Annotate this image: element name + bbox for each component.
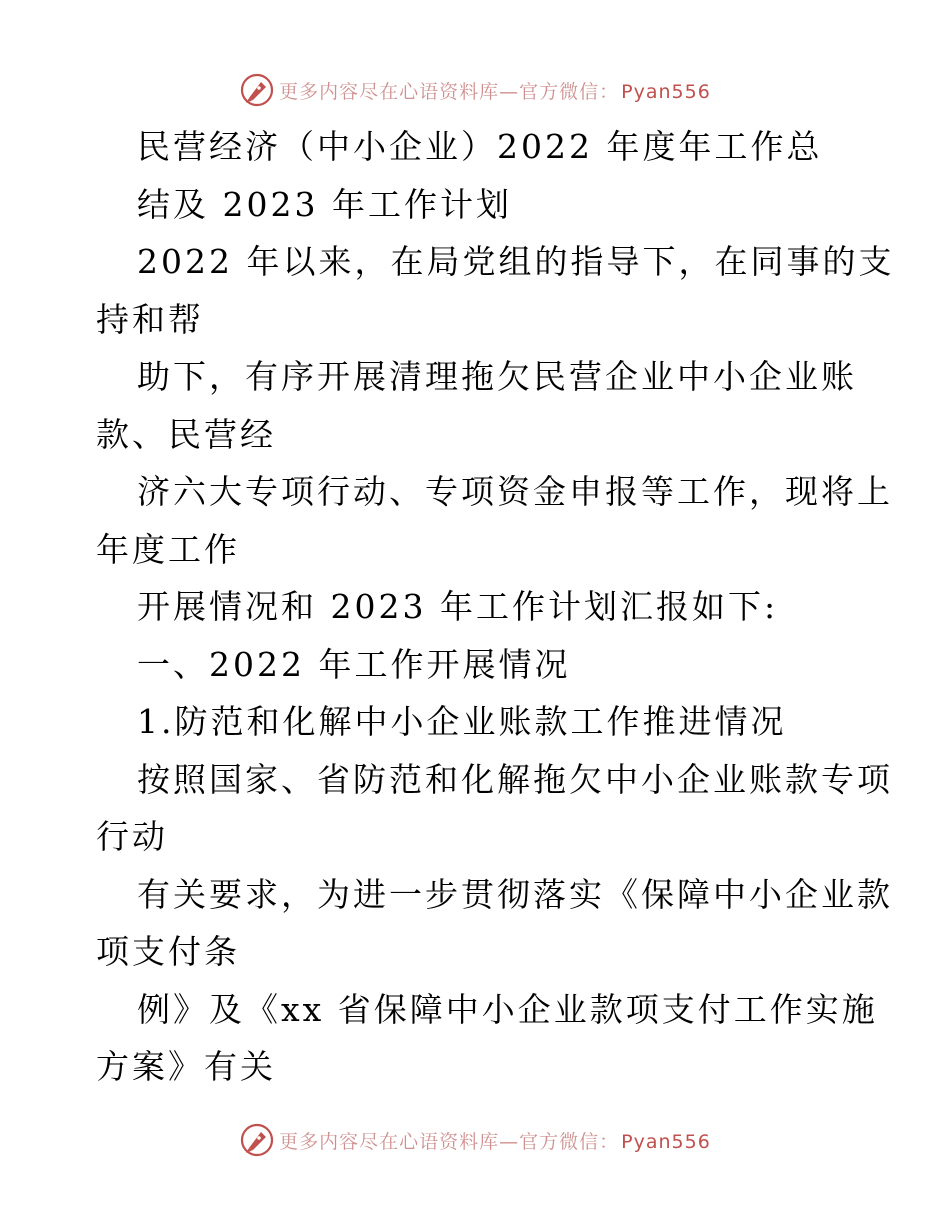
paragraph-line: 项支付条 — [96, 932, 240, 971]
pen-nib-logo-icon — [239, 72, 275, 108]
paragraph-line: 开展情况和 2023 年工作计划汇报如下: — [137, 587, 779, 626]
paragraph-line: 年度工作 — [96, 529, 240, 569]
watermark-text: 更多内容尽在心语资料库—官方微信： — [279, 1130, 620, 1153]
document-body — [96, 118, 895, 1096]
paragraph-line: 方案》有关 — [96, 1047, 276, 1086]
paragraph-line: 持和帮 — [96, 299, 204, 339]
subsection-heading: 1.防范和化解中小企业账款工作推进情况 — [137, 702, 787, 741]
header-watermark — [0, 70, 950, 110]
paragraph-line: 行动 — [96, 817, 168, 856]
paragraph-line: 助下，有序开展清理拖欠民营企业中小企业账 — [137, 357, 857, 396]
paragraph-line: 款、民营经 — [96, 414, 276, 454]
footer-watermark — [0, 1120, 950, 1160]
paragraph-line: 2022 年以来，在局党组的指导下，在同事的支 — [137, 242, 895, 281]
paragraph-line: 按照国家、省防范和化解拖欠中小企业账款专项 — [137, 759, 893, 799]
watermark-account: Pyan556 — [621, 1130, 711, 1153]
paragraph-line: 有关要求，为进一步贯彻落实《保障中小企业款 — [137, 874, 893, 914]
watermark-text: 更多内容尽在心语资料库—官方微信： — [279, 80, 620, 103]
paragraph-line: 济六大专项行动、专项资金申报等工作，现将上 — [137, 472, 893, 511]
section-heading: 一、2022 年工作开展情况 — [137, 644, 571, 684]
pen-nib-logo-icon — [239, 1122, 275, 1158]
paragraph-line: 例》及《xx 省保障中小企业款项支付工作实施 — [137, 989, 878, 1029]
title-line: 民营经济（中小企业）2022 年度年工作总 — [137, 127, 823, 166]
watermark-account: Pyan556 — [621, 80, 711, 103]
title-line: 结及 2023 年工作计划 — [137, 184, 512, 224]
